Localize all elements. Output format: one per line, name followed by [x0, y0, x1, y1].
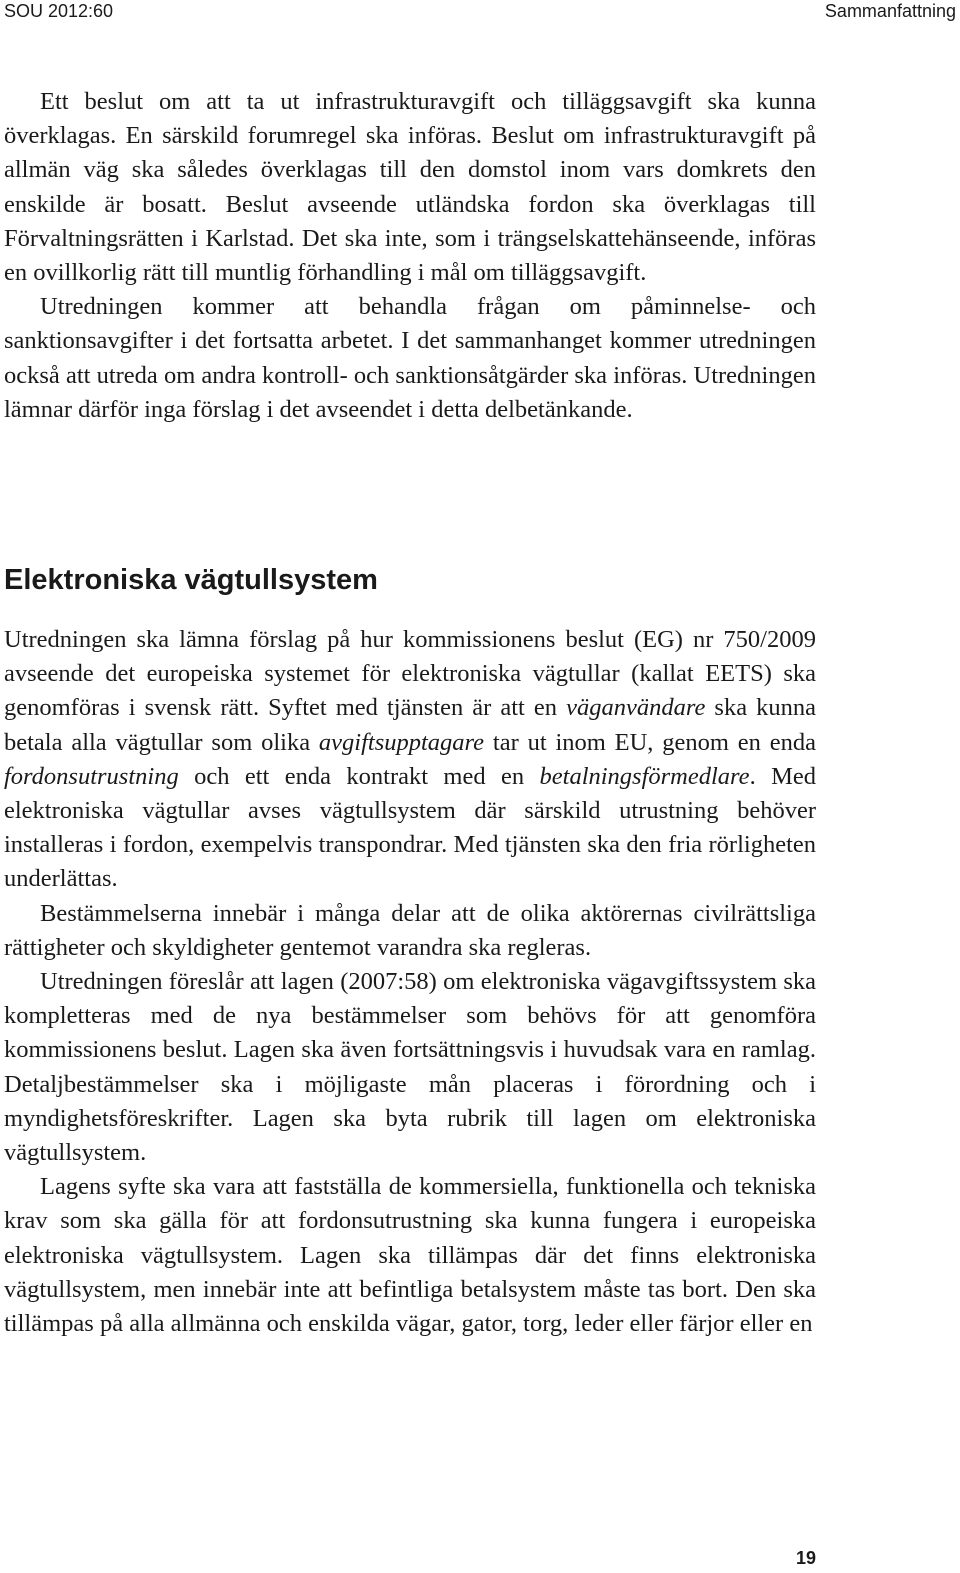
text-run: och ett enda kontrakt med en: [178, 762, 540, 790]
paragraph: [4, 623, 816, 897]
running-header: [0, 0, 960, 22]
page-number: 19: [795, 1548, 816, 1568]
paragraph: Utredningen kommer att behandla frågan om påminnelse- och sanktionsavgifter i det fortsatta arbetet. I det sammanhanget kommer utredningen också att utreda om andra kontroll- och sanktionsåtgärder ska införas. Utredningen lämnar därför inga förslag i det avseendet i detta delbetänkande.: [4, 293, 816, 423]
document-reference: SOU 2012:60: [4, 1, 114, 21]
text-run: ska kunna betala alla vägtullar som olika: [4, 694, 816, 756]
section-text-block: [4, 623, 816, 1341]
intro-text-block: [4, 85, 816, 427]
text-run: . Med elektroniska vägtullar avses vägtullsystem där särskild utrustning behöver installeras i fordon, exempelvis transpondrar. Med tjänsten ska den fria rörligheten underlättas.: [4, 762, 816, 893]
section-heading: Elektroniska vägtullsystem: [4, 564, 378, 596]
defined-term: betalningsförmedlare: [539, 762, 750, 790]
paragraph: Bestämmelserna innebär i många delar att de olika aktörernas civilrättsliga rättigheter och skyldigheter gentemot varandra ska regleras.: [4, 899, 816, 961]
defined-term: avgiftsupptagare: [318, 728, 485, 756]
paragraph: Utredningen föreslår att lagen (2007:58) om elektroniska vägavgiftssystem ska kompletteras med de nya bestämmelser som behövs för att genomföra kommissionens beslut. Lagen ska även fortsättningsvis i huvudsak vara en ramlag. Detaljbestämmelser ska i möjligaste mån placeras i förordning och i myndighetsföreskrifter. Lagen ska byta rubrik till lagen om elektroniska vägtullsystem.: [4, 968, 816, 1167]
text-run: Utredningen ska lämna förslag på hur kommissionens beslut (EG) nr 750/2009 avseende det europeiska systemet för elektroniska vägtullar (kallat EETS) ska genomföras i svensk rätt. Syftet med tjänsten är att en: [4, 626, 816, 722]
text-run: tar ut inom EU, genom en enda: [484, 728, 816, 756]
chapter-title: Sammanfattning: [824, 1, 956, 21]
paragraph: Lagens syfte ska vara att fastställa de kommersiella, funktionella och tekniska krav som ska gälla för att fordonsutrustning ska kunna fungera i europeiska elektroniska vägtullsystem. Lagen ska tillämpas där det finns elektroniska vägtullsystem, men innebär inte att befintliga betalsystem måste tas bort. Den ska tillämpas på alla allmänna och enskilda vägar, gator, torg, leder eller färjor eller en: [4, 1173, 816, 1338]
defined-term: väganvändare: [566, 694, 706, 722]
paragraph: Ett beslut om att ta ut infrastrukturavgift och tilläggsavgift ska kunna överklagas. En särskild forumregel ska införas. Beslut om infrastrukturavgift på allmän väg ska således överklagas till den domstol inom vars domkrets den enskilde är bosatt. Beslut avseende utländska fordon ska överklagas till Förvaltningsrätten i Karlstad. Det ska inte, som i trängselskattehänseende, införas en ovillkorlig rätt till muntlig förhandling i mål om tilläggsavgift.: [4, 88, 816, 287]
defined-term: fordonsutrustning: [4, 762, 179, 790]
